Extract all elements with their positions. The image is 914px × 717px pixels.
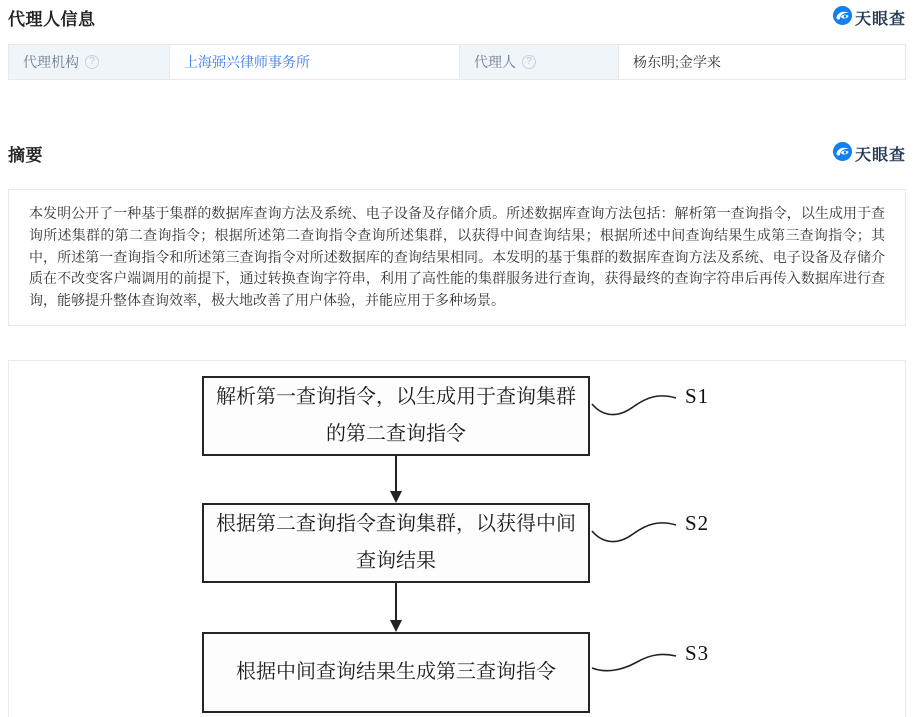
flow-arrow-down-2 bbox=[395, 583, 397, 620]
patent-figure bbox=[8, 360, 906, 717]
abstract-section-title: 摘要 bbox=[8, 146, 43, 165]
flow-arrow-down-1 bbox=[395, 456, 397, 491]
agent-info-table bbox=[8, 44, 906, 80]
agent-org-label-cell bbox=[9, 45, 169, 79]
tianyancha-logo bbox=[833, 142, 906, 166]
step-1-connector-squiggle bbox=[591, 387, 677, 421]
flowchart-step-2-text: 根据第二查询指令查询集群，以获得中间查询结果 bbox=[216, 512, 576, 572]
abstract-text: 本发明公开了一种基于集群的数据库查询方法及系统、电子设备及存储介质。所述数据库查询方法包括：解析第一查询指令，以生成用于查询所述集群的第二查询指令；根据所述第二查询指令查询所述集群，以获得中间查询结果；根据所述中间查询结果生成第三查询指令；其中，所述第一查询指令和所述第三查询指令对所述数据库的查询结果相同。本发明的基于集群的数据库查询方法及系统、电子设备及存储介质在不改变客户端调用的前提下，通过转换查询字符串，利用了高性能的集群服务进行查询，获得最终的查询字符串后再传入数据库进行查询，能够提升整体查询效率，极大地改善了用户体验，并能应用于多种场景。 bbox=[29, 205, 885, 309]
help-icon[interactable]: ? bbox=[522, 55, 536, 69]
flowchart-step-3-box bbox=[202, 632, 590, 713]
tianyancha-eye-icon bbox=[833, 142, 852, 166]
flowchart-step-3-text: 根据中间查询结果生成第三查询指令 bbox=[236, 660, 556, 683]
step-2-connector-squiggle bbox=[591, 514, 677, 548]
agent-org-label: 代理机构 bbox=[23, 54, 79, 70]
flowchart-step-1-box bbox=[202, 376, 590, 456]
agent-person-label: 代理人 bbox=[474, 54, 516, 70]
agent-org-value-cell bbox=[169, 45, 459, 79]
abstract-section-header bbox=[8, 141, 906, 166]
agent-org-link[interactable]: 上海弼兴律师事务所 bbox=[184, 54, 310, 70]
step-label-s2: S2 bbox=[685, 510, 710, 535]
flowchart-step-2-box bbox=[202, 503, 590, 583]
agent-section-title: 代理人信息 bbox=[8, 10, 96, 29]
step-label-s1: S1 bbox=[685, 383, 710, 408]
flowchart-step-1-text: 解析第一查询指令，以生成用于查询集群的第二查询指令 bbox=[216, 385, 576, 445]
tianyancha-logo-text: 天眼查 bbox=[854, 11, 906, 28]
tianyancha-logo bbox=[833, 6, 906, 30]
agent-section-header bbox=[8, 0, 906, 30]
help-icon[interactable]: ? bbox=[85, 55, 99, 69]
abstract-text-box bbox=[8, 189, 906, 326]
tianyancha-logo-text: 天眼查 bbox=[854, 147, 906, 164]
agent-person-value: 杨东明;金学来 bbox=[633, 54, 721, 70]
tianyancha-eye-icon bbox=[833, 6, 852, 30]
step-3-connector-squiggle bbox=[591, 649, 677, 683]
step-label-s3: S3 bbox=[685, 640, 710, 665]
agent-person-value-cell bbox=[618, 45, 905, 79]
agent-person-label-cell bbox=[459, 45, 618, 79]
